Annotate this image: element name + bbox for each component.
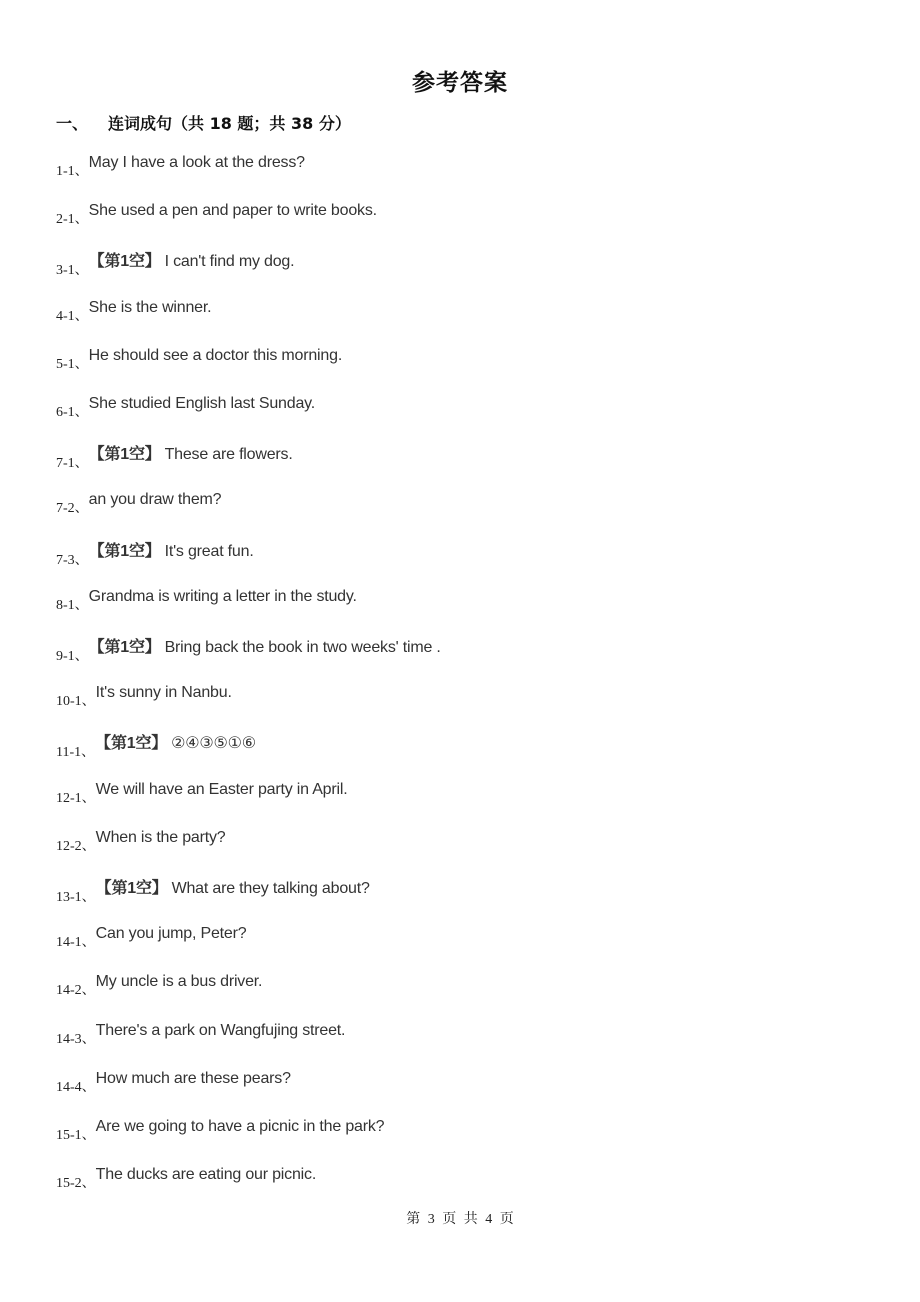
answer-sentence: These are flowers. — [164, 446, 293, 464]
answer-sentence: She studied English last Sunday. — [88, 395, 316, 412]
answer-item — [56, 538, 254, 566]
answer-sentence: I can't find my dog. — [164, 253, 295, 271]
answer-text — [96, 829, 226, 847]
answer-item — [56, 248, 295, 279]
section-heading — [56, 111, 351, 134]
answer-item — [56, 682, 232, 710]
answer-text — [89, 441, 293, 464]
answer-item — [56, 730, 256, 761]
answer-sentence: Bring back the book in two weeks' time . — [164, 639, 441, 656]
answer-text — [89, 395, 315, 413]
answer-item — [56, 779, 347, 807]
answer-sentence: It's sunny in Nanbu. — [95, 684, 232, 702]
answer-text — [95, 730, 256, 753]
answer-number: 3-1、 — [56, 263, 89, 279]
answer-number: 11-1、 — [56, 745, 96, 761]
answer-item — [56, 345, 342, 373]
answer-sentence: How much are these pears? — [95, 1069, 291, 1087]
answer-item — [56, 297, 211, 325]
answer-text — [96, 1118, 385, 1136]
answer-number: 12-1、 — [56, 790, 96, 806]
answer-sentence: What are they talking about? — [171, 880, 370, 897]
answer-sentence: My uncle is a bus driver. — [95, 973, 263, 991]
answer-item — [56, 1068, 291, 1096]
answer-sentence: We will have an Easter party in April. — [95, 780, 348, 798]
answer-number: 2-1、 — [56, 212, 89, 228]
answer-sentence: It's great fun. — [164, 542, 254, 560]
answer-sentence: an you draw them? — [88, 491, 222, 509]
section-title: 连词成句（共 18 题；共 38 分） — [108, 114, 351, 133]
answer-item — [56, 586, 357, 614]
answer-number: 14-4、 — [56, 1079, 96, 1095]
blank-tag: 【第1空】 — [88, 542, 161, 560]
answer-sentence: She is the winner. — [88, 298, 212, 316]
answer-number: 9-1、 — [56, 649, 89, 664]
answer-number: 6-1、 — [56, 405, 89, 420]
answer-item — [56, 923, 246, 951]
answer-item — [56, 634, 441, 662]
answer-item — [56, 1116, 384, 1144]
answer-item — [56, 1020, 345, 1048]
answer-number: 14-2、 — [56, 983, 96, 999]
answer-text — [96, 973, 263, 991]
answer-sentence: Are we going to have a picnic in the park? — [95, 1118, 385, 1135]
answer-item — [56, 393, 315, 421]
answer-text — [96, 1070, 291, 1088]
answer-sentence: He should see a doctor this morning. — [88, 346, 343, 364]
answer-text — [89, 491, 222, 509]
answer-text — [96, 875, 370, 898]
section-number: 一、 — [56, 114, 89, 133]
answer-number: 7-1、 — [56, 456, 89, 472]
answer-item — [56, 152, 305, 180]
answer-sentence: Can you jump, Peter? — [95, 925, 247, 943]
answer-sentence: She used a pen and paper to write books. — [88, 202, 377, 220]
page-title: 参考答案 — [412, 70, 508, 96]
answer-number: 4-1、 — [56, 308, 89, 324]
answer-number: 15-2、 — [56, 1176, 96, 1192]
answer-text — [89, 538, 254, 561]
answer-text — [89, 588, 357, 606]
answer-sentence: The ducks are eating our picnic. — [95, 1166, 317, 1184]
answer-item — [56, 441, 293, 472]
answer-text — [96, 1022, 346, 1040]
blank-tag: 【第1空】 — [95, 735, 168, 753]
answer-item — [56, 827, 225, 855]
answer-text — [89, 248, 295, 271]
answer-number: 14-1、 — [56, 935, 96, 951]
answer-text — [89, 634, 441, 657]
answer-text — [96, 781, 348, 799]
answer-number: 7-3、 — [56, 552, 89, 568]
blank-tag: 【第1空】 — [88, 446, 161, 464]
answer-sentence: Grandma is writing a letter in the study. — [88, 587, 357, 605]
answer-text — [96, 684, 232, 702]
answer-item — [56, 489, 221, 517]
answer-number: 10-1、 — [56, 694, 96, 710]
answer-text — [89, 202, 377, 220]
answer-text — [89, 347, 342, 365]
answer-number: 15-1、 — [56, 1128, 96, 1143]
answer-number: 8-1、 — [56, 597, 89, 613]
answer-item — [56, 875, 370, 903]
answer-text — [89, 299, 212, 317]
answer-sentence: When is the party? — [95, 828, 226, 846]
blank-tag: 【第1空】 — [88, 253, 161, 271]
answer-item — [56, 971, 262, 999]
answer-text — [89, 154, 305, 172]
page-footer: 第 3 页 共 4 页 — [406, 1212, 514, 1227]
answer-sentence: ②④③⑤①⑥ — [171, 735, 256, 753]
answer-number: 1-1、 — [56, 164, 89, 179]
answer-number: 7-2、 — [56, 501, 89, 517]
answer-sentence: May I have a look at the dress? — [88, 154, 305, 171]
answer-number: 5-1、 — [56, 356, 89, 372]
answer-number: 13-1、 — [56, 890, 96, 905]
answer-item — [56, 200, 377, 228]
answer-number: 12-2、 — [56, 838, 96, 854]
answer-number: 14-3、 — [56, 1031, 96, 1047]
blank-tag: 【第1空】 — [95, 880, 168, 897]
answer-text — [96, 1166, 316, 1184]
answer-sentence: There's a park on Wangfujing street. — [95, 1021, 346, 1039]
answer-text — [96, 925, 247, 943]
answer-item — [56, 1164, 316, 1192]
blank-tag: 【第1空】 — [88, 639, 161, 656]
